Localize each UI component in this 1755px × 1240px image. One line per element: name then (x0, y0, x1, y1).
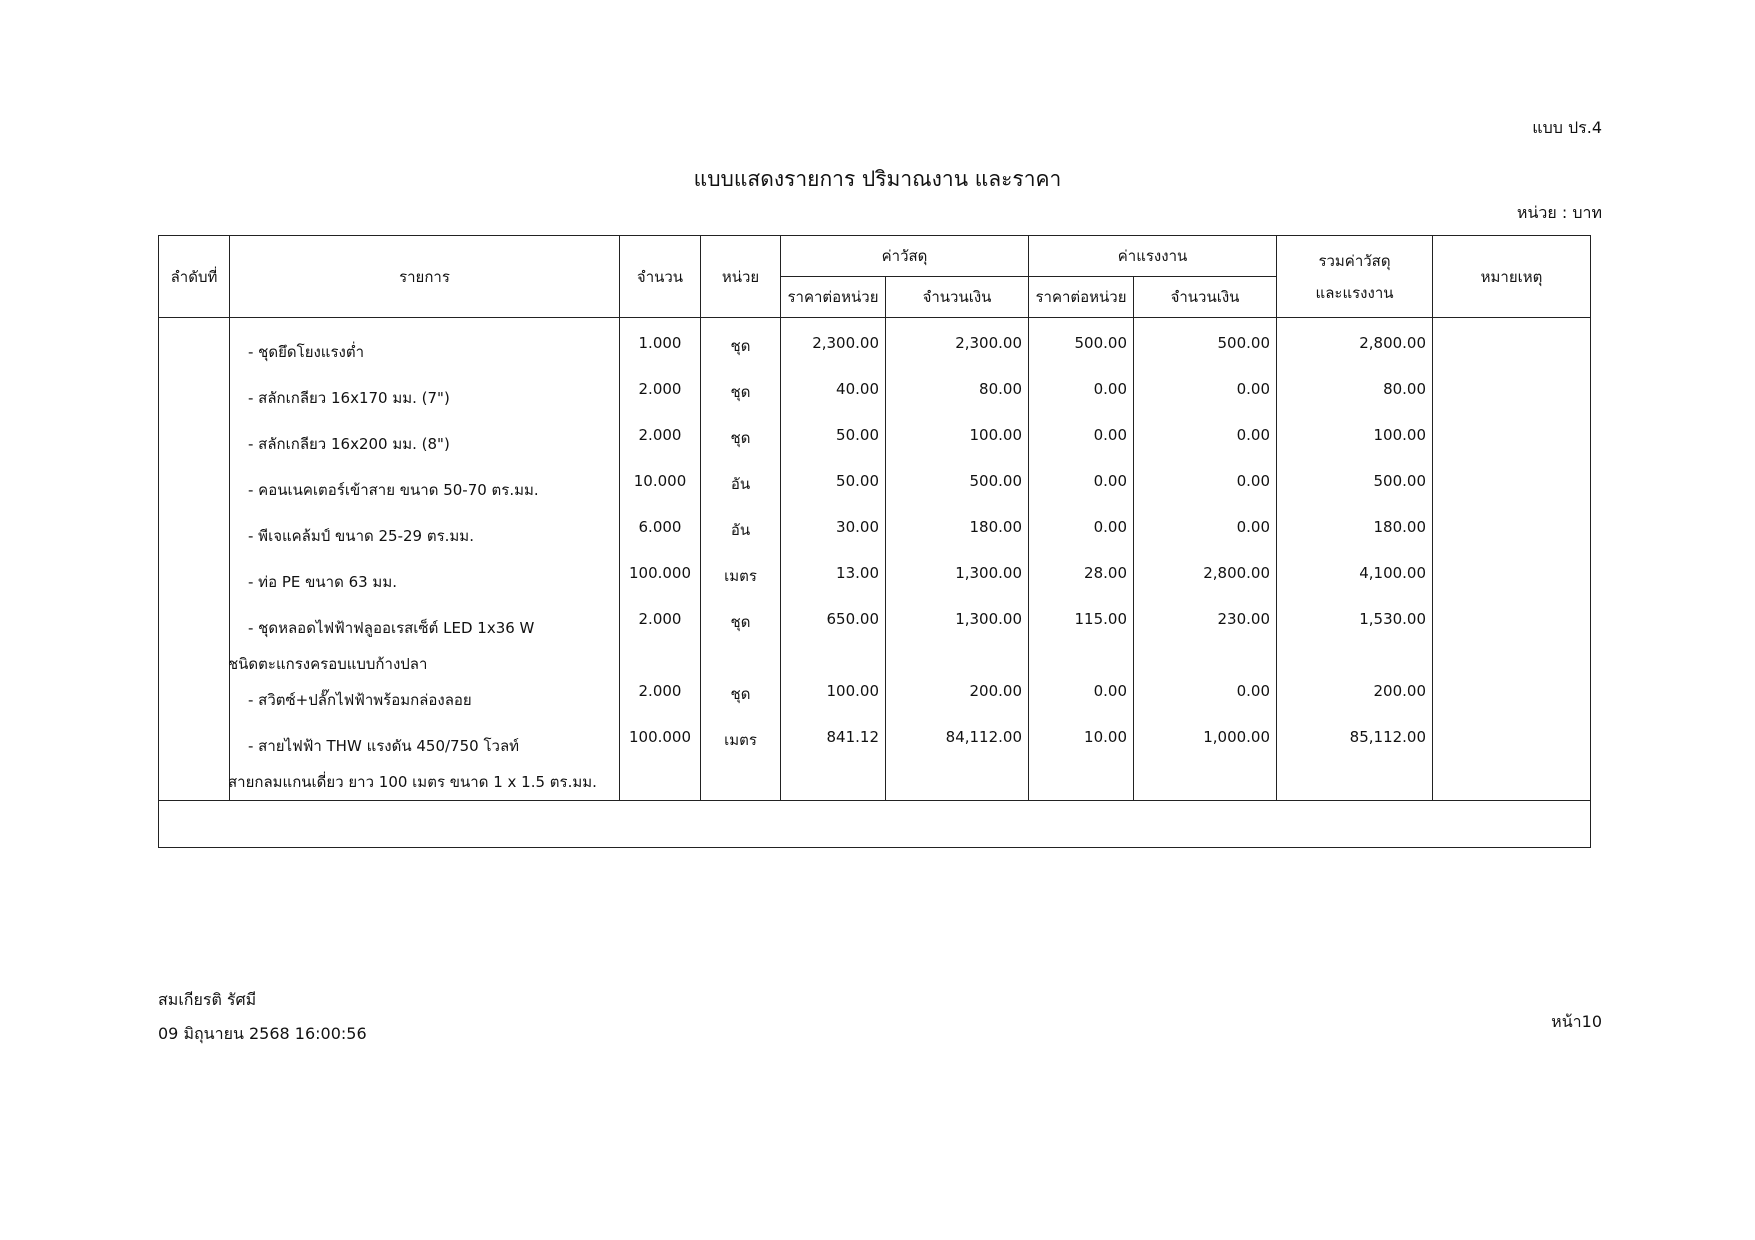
labor-amount-cell: 1,000.00 (1134, 728, 1277, 801)
col-material-amount: จำนวนเงิน (886, 277, 1029, 318)
item-cell (230, 380, 620, 426)
qty-cell: 100.000 (620, 728, 701, 801)
signer-name: สมเกียรติ รัศมี (158, 990, 257, 1009)
labor-price-cell: 0.00 (1029, 682, 1134, 728)
labor-amount-cell: 0.00 (1134, 380, 1277, 426)
item-description: - ท่อ PE ขนาด 63 มม. (248, 573, 397, 591)
item-cell (230, 472, 620, 518)
col-unit: หน่วย (701, 236, 781, 318)
table-row (159, 380, 1591, 426)
item-cell (230, 564, 620, 610)
labor-price-cell: 10.00 (1029, 728, 1134, 801)
unit-cell: ชุด (701, 380, 781, 426)
item-cell (230, 426, 620, 472)
unit-note: หน่วย : บาท (1516, 203, 1602, 222)
table-body (159, 318, 1591, 848)
seq-cell (159, 682, 230, 728)
qty-cell: 6.000 (620, 518, 701, 564)
total-cell: 80.00 (1277, 380, 1433, 426)
remark-cell (1433, 564, 1591, 610)
item-description: - สายไฟฟ้า THW แรงดัน 450/750 โวลท์ (248, 737, 520, 755)
qty-cell: 10.000 (620, 472, 701, 518)
material-price-cell: 40.00 (781, 380, 886, 426)
col-qty: จำนวน (620, 236, 701, 318)
qty-cell: 2.000 (620, 682, 701, 728)
unit-cell: อัน (701, 518, 781, 564)
item-cell (230, 728, 620, 801)
material-price-cell: 100.00 (781, 682, 886, 728)
empty-summary-cell (159, 801, 1591, 848)
item-cell (230, 518, 620, 564)
table-row (159, 426, 1591, 472)
material-amount-cell: 200.00 (886, 682, 1029, 728)
remark-cell (1433, 380, 1591, 426)
material-price-cell: 50.00 (781, 426, 886, 472)
item-cell (230, 682, 620, 728)
item-description: - ชุดยึดโยงแรงต่ำ (248, 343, 365, 361)
material-price-cell: 841.12 (781, 728, 886, 801)
col-total-line1: รวมค่าวัสดุ (1318, 251, 1391, 270)
item-description: - พีเจแคล้มป์ ขนาด 25-29 ตร.มม. (248, 527, 474, 545)
material-amount-cell: 500.00 (886, 472, 1029, 518)
table-row (159, 728, 1591, 801)
table-row (159, 518, 1591, 564)
remark-cell (1433, 728, 1591, 801)
material-amount-cell: 1,300.00 (886, 610, 1029, 682)
seq-cell (159, 380, 230, 426)
item-cell (230, 318, 620, 381)
item-description-cont: สายกลมแกนเดี่ยว ยาว 100 เมตร ขนาด 1 x 1.5 ตร.มม. (228, 773, 597, 791)
page-number: หน้า10 (1551, 1012, 1602, 1031)
seq-cell (159, 610, 230, 682)
labor-amount-cell: 0.00 (1134, 682, 1277, 728)
item-description: - ชุดหลอดไฟฟ้าฟลูออเรสเซ็ต์ LED 1x36 W (248, 619, 535, 637)
labor-amount-cell: 500.00 (1134, 318, 1277, 381)
print-timestamp: 09 มิถุนายน 2568 16:00:56 (158, 1024, 367, 1043)
remark-cell (1433, 426, 1591, 472)
unit-cell: ชุด (701, 610, 781, 682)
total-cell: 500.00 (1277, 472, 1433, 518)
col-labor: ค่าแรงงาน (1029, 236, 1277, 277)
labor-amount-cell: 0.00 (1134, 426, 1277, 472)
col-labor-unit-price: ราคาต่อหน่วย (1029, 277, 1134, 318)
col-material: ค่าวัสดุ (781, 236, 1029, 277)
seq-cell (159, 426, 230, 472)
item-cell (230, 610, 620, 682)
seq-cell (159, 472, 230, 518)
remark-cell (1433, 518, 1591, 564)
form-code: แบบ ปร.4 (1532, 118, 1602, 137)
remark-cell (1433, 610, 1591, 682)
qty-cell: 2.000 (620, 610, 701, 682)
material-amount-cell: 1,300.00 (886, 564, 1029, 610)
item-description: - สลักเกลียว 16x170 มม. (7") (248, 389, 450, 407)
qty-cell: 2.000 (620, 380, 701, 426)
table-row (159, 564, 1591, 610)
total-cell: 1,530.00 (1277, 610, 1433, 682)
labor-price-cell: 500.00 (1029, 318, 1134, 381)
document-title: แบบแสดงรายการ ปริมาณงาน และราคา (693, 167, 1062, 191)
remark-cell (1433, 682, 1591, 728)
material-amount-cell: 100.00 (886, 426, 1029, 472)
col-material-unit-price: ราคาต่อหน่วย (781, 277, 886, 318)
table-row (159, 682, 1591, 728)
material-price-cell: 50.00 (781, 472, 886, 518)
labor-amount-cell: 0.00 (1134, 518, 1277, 564)
col-item: รายการ (230, 236, 620, 318)
remark-cell (1433, 318, 1591, 381)
qty-cell: 2.000 (620, 426, 701, 472)
total-cell: 180.00 (1277, 518, 1433, 564)
remark-cell (1433, 472, 1591, 518)
material-amount-cell: 80.00 (886, 380, 1029, 426)
qty-cell: 100.000 (620, 564, 701, 610)
labor-amount-cell: 2,800.00 (1134, 564, 1277, 610)
item-description: - สวิตซ์+ปลั๊กไฟฟ้าพร้อมกล่องลอย (248, 691, 472, 709)
material-price-cell: 30.00 (781, 518, 886, 564)
material-amount-cell: 2,300.00 (886, 318, 1029, 381)
table-row (159, 472, 1591, 518)
total-cell: 200.00 (1277, 682, 1433, 728)
col-total (1277, 236, 1433, 318)
labor-price-cell: 0.00 (1029, 426, 1134, 472)
col-total-line2: และแรงงาน (1315, 283, 1394, 302)
boq-table (158, 235, 1591, 848)
seq-cell (159, 518, 230, 564)
total-cell: 4,100.00 (1277, 564, 1433, 610)
labor-price-cell: 28.00 (1029, 564, 1134, 610)
unit-cell: เมตร (701, 728, 781, 801)
table-header (159, 236, 1591, 318)
material-price-cell: 650.00 (781, 610, 886, 682)
labor-amount-cell: 0.00 (1134, 472, 1277, 518)
total-cell: 2,800.00 (1277, 318, 1433, 381)
labor-price-cell: 0.00 (1029, 380, 1134, 426)
labor-amount-cell: 230.00 (1134, 610, 1277, 682)
material-amount-cell: 180.00 (886, 518, 1029, 564)
col-labor-amount: จำนวนเงิน (1134, 277, 1277, 318)
item-description: - คอนเนคเตอร์เข้าสาย ขนาด 50-70 ตร.มม. (248, 481, 539, 499)
total-cell: 85,112.00 (1277, 728, 1433, 801)
unit-cell: ชุด (701, 426, 781, 472)
qty-cell: 1.000 (620, 318, 701, 381)
table-row (159, 610, 1591, 682)
col-remark: หมายเหตุ (1433, 236, 1591, 318)
material-amount-cell: 84,112.00 (886, 728, 1029, 801)
col-seq: ลำดับที่ (159, 236, 230, 318)
item-description: - สลักเกลียว 16x200 มม. (8") (248, 435, 450, 453)
table-row (159, 318, 1591, 381)
labor-price-cell: 0.00 (1029, 472, 1134, 518)
total-cell: 100.00 (1277, 426, 1433, 472)
seq-cell (159, 728, 230, 801)
unit-cell: เมตร (701, 564, 781, 610)
item-description-cont: ชนิดตะแกรงครอบแบบก้างปลา (228, 655, 428, 673)
unit-cell: ชุด (701, 318, 781, 381)
seq-cell (159, 318, 230, 381)
material-price-cell: 2,300.00 (781, 318, 886, 381)
seq-cell (159, 564, 230, 610)
unit-cell: อัน (701, 472, 781, 518)
labor-price-cell: 115.00 (1029, 610, 1134, 682)
labor-price-cell: 0.00 (1029, 518, 1134, 564)
unit-cell: ชุด (701, 682, 781, 728)
material-price-cell: 13.00 (781, 564, 886, 610)
empty-summary-row (159, 801, 1591, 848)
